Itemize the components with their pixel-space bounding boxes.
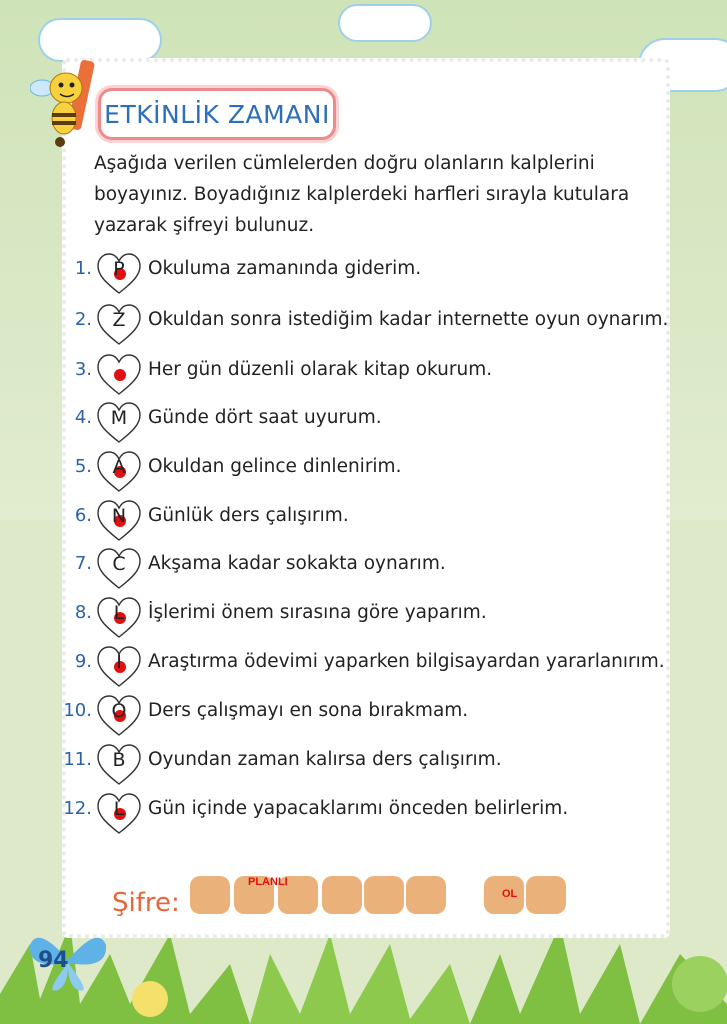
heart-icon[interactable] xyxy=(96,353,142,397)
statement-item xyxy=(58,353,678,397)
item-number: 3. xyxy=(74,359,92,380)
page-title: ETKİNLİK ZAMANI xyxy=(104,99,330,129)
answer-box[interactable] xyxy=(406,876,446,914)
statement-item xyxy=(58,303,678,347)
heart-letter: P xyxy=(113,258,125,280)
heart-letter: C xyxy=(112,553,126,575)
statement-item xyxy=(58,694,678,738)
statement-item xyxy=(58,401,678,445)
heart-letter: L xyxy=(113,798,125,820)
item-number: 6. xyxy=(74,505,92,526)
item-number: 5. xyxy=(74,456,92,477)
statement-item xyxy=(58,792,678,836)
statement-text: Okuldan gelince dinlenirim. xyxy=(148,456,402,477)
answer-note-second: OL xyxy=(502,888,518,900)
statement-text: Gün içinde yapacaklarımı önceden belirlerim. xyxy=(148,798,569,819)
statement-item xyxy=(58,743,678,787)
item-number: 1. xyxy=(74,258,92,279)
heart-letter: Z xyxy=(112,309,126,331)
sifre-label: Şifre: xyxy=(112,888,180,918)
item-number: 10. xyxy=(63,700,92,721)
statement-text: Okuluma zamanında giderim. xyxy=(148,258,422,279)
title-box xyxy=(98,88,336,140)
item-number: 7. xyxy=(74,553,92,574)
statement-text: Ders çalışmayı en sona bırakmam. xyxy=(148,700,469,721)
statement-text: Okuldan sonra istediğim kadar internette oyun oynarım. xyxy=(148,309,669,330)
statement-item xyxy=(58,252,678,296)
statement-text: Her gün düzenli olarak kitap okurum. xyxy=(148,359,493,380)
statement-item xyxy=(58,450,678,494)
statement-text: Oyundan zaman kalırsa ders çalışırım. xyxy=(148,749,502,770)
heart-letter: O xyxy=(111,700,127,722)
item-number: 4. xyxy=(74,407,92,428)
answer-box[interactable] xyxy=(364,876,404,914)
item-number: 11. xyxy=(63,749,92,770)
heart-letter: B xyxy=(112,749,126,771)
answer-box[interactable] xyxy=(322,876,362,914)
heart-letter: I xyxy=(116,651,122,673)
answer-note-first: PLANLI xyxy=(248,876,288,888)
heart-letter: L xyxy=(113,602,125,624)
answer-box[interactable] xyxy=(526,876,566,914)
item-number: 9. xyxy=(74,651,92,672)
bee-mascot-icon xyxy=(30,58,102,150)
item-number: 2. xyxy=(74,309,92,330)
item-number: 8. xyxy=(74,602,92,623)
heart-letter: M xyxy=(110,407,128,429)
answer-box[interactable] xyxy=(190,876,230,914)
statement-text: Günde dört saat uyurum. xyxy=(148,407,382,428)
paint-mark xyxy=(114,369,126,381)
heart-letter: N xyxy=(111,505,127,527)
page-number: 94 xyxy=(38,948,69,973)
statement-item xyxy=(58,645,678,689)
heart-letter: A xyxy=(112,456,126,478)
statement-text: Araştırma ödevimi yaparken bilgisayardan yararlanırım. xyxy=(148,651,665,672)
statement-text: Günlük ders çalışırım. xyxy=(148,505,349,526)
cloud-decoration xyxy=(340,6,430,40)
statement-item xyxy=(58,499,678,543)
statement-text: Akşama kadar sokakta oynarım. xyxy=(148,553,446,574)
cloud-decoration xyxy=(40,20,160,60)
statement-item xyxy=(58,596,678,640)
statement-text: İşlerimi önem sırasına göre yaparım. xyxy=(148,602,487,623)
item-number: 12. xyxy=(63,798,92,819)
instructions-text: Aşağıda verilen cümlelerden doğru olanların kalplerini boyayınız. Boyadığınız kalplerdeki harfleri sırayla kutulara yazarak şifreyi bulunuz. xyxy=(94,153,630,236)
statement-item xyxy=(58,547,678,591)
